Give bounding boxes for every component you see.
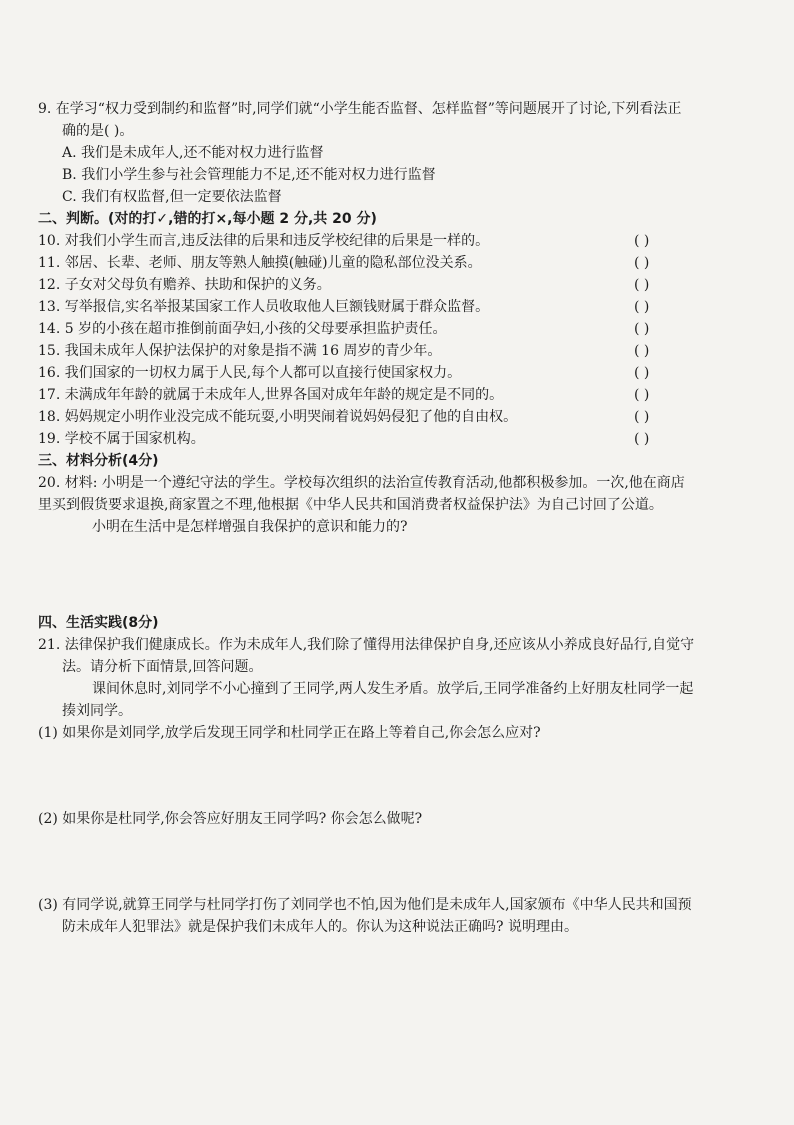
q20-question: 小明在生活中是怎样增强自我保护的意识和能力的? xyxy=(92,519,408,535)
q21-sub1: (1) 如果你是刘同学,放学后发现王同学和杜同学正在路上等着自己,你会怎么应对? xyxy=(38,725,541,741)
q21-stem-line2: 法。请分析下面情景,回答问题。 xyxy=(62,659,263,675)
q9-option-b: B. 我们小学生参与社会管理能力不足,还不能对权力进行监督 xyxy=(62,167,436,183)
q20-material-line1: 20. 材料: 小明是一个遵纪守法的学生。学校每次组织的法治宣传教育活动,他都积极参加。一次,他在商店 xyxy=(38,475,685,491)
judge-item-19: 19. 学校不属于国家机构。 xyxy=(38,431,205,447)
q20-material-line2: 里买到假货要求退换,商家置之不理,他根据《中华人民共和国消费者权益保护法》为自己讨回了公道。 xyxy=(38,497,663,513)
answer-blank-16: ( ) xyxy=(634,365,650,381)
answer-blank-15: ( ) xyxy=(634,343,650,359)
answer-blank-10: ( ) xyxy=(634,233,650,249)
judge-item-15: 15. 我国未成年人保护法保护的对象是指不满 16 周岁的青少年。 xyxy=(38,343,442,359)
judge-item-16: 16. 我们国家的一切权力属于人民,每个人都可以直接行使国家权力。 xyxy=(38,365,462,381)
q9-stem-line1: 9. 在学习“权力受到制约和监督”时,同学们就“小学生能否监督、怎样监督”等问题展开了讨论,下列看法正 xyxy=(38,101,682,117)
judge-item-10: 10. 对我们小学生而言,违反法律的后果和违反学校纪律的后果是一样的。 xyxy=(38,233,490,249)
q9-option-c: C. 我们有权监督,但一定要依法监督 xyxy=(62,189,282,205)
judge-item-14: 14. 5 岁的小孩在超市推倒前面孕妇,小孩的父母要承担监护责任。 xyxy=(38,321,447,337)
section3-heading: 三、材料分析(4分) xyxy=(38,453,159,469)
judge-item-11: 11. 邻居、长辈、老师、朋友等熟人触摸(触碰)儿童的隐私部位没关系。 xyxy=(38,255,482,271)
answer-blank-11: ( ) xyxy=(634,255,650,271)
answer-blank-13: ( ) xyxy=(634,299,650,315)
q21-sub3-line1: (3) 有同学说,就算王同学与杜同学打伤了刘同学也不怕,因为他们是未成年人,国家颁布《中华人民共和国预 xyxy=(38,897,692,913)
answer-blank-12: ( ) xyxy=(634,277,650,293)
answer-blank-18: ( ) xyxy=(634,409,650,425)
q21-scenario-line2: 揍刘同学。 xyxy=(62,703,132,719)
answer-blank-14: ( ) xyxy=(634,321,650,337)
q21-scenario-line1: 课间休息时,刘同学不小心撞到了王同学,两人发生矛盾。放学后,王同学准备约上好朋友杜同学一起 xyxy=(92,681,694,697)
q9-stem-line2: 确的是( )。 xyxy=(62,123,134,139)
judge-item-13: 13. 写举报信,实名举报某国家工作人员收取他人巨额钱财属于群众监督。 xyxy=(38,299,490,315)
q21-sub3-line2: 防未成年人犯罪法》就是保护我们未成年人的。你认为这种说法正确吗? 说明理由。 xyxy=(62,919,578,935)
q9-option-a: A. 我们是未成年人,还不能对权力进行监督 xyxy=(62,145,324,161)
section4-heading: 四、生活实践(8分) xyxy=(38,615,159,631)
judge-item-12: 12. 子女对父母负有赡养、扶助和保护的义务。 xyxy=(38,277,331,293)
section2-heading: 二、判断。(对的打✓,错的打×,每小题 2 分,共 20 分) xyxy=(38,211,377,227)
judge-item-18: 18. 妈妈规定小明作业没完成不能玩耍,小明哭闹着说妈妈侵犯了他的自由权。 xyxy=(38,409,518,425)
answer-blank-17: ( ) xyxy=(634,387,650,403)
answer-blank-19: ( ) xyxy=(634,431,650,447)
q21-stem-line1: 21. 法律保护我们健康成长。作为未成年人,我们除了懂得用法律保护自身,还应该从小养成良好品行,自觉守 xyxy=(38,637,695,653)
judge-item-17: 17. 未满成年年龄的就属于未成年人,世界各国对成年年龄的规定是不同的。 xyxy=(38,387,504,403)
q21-sub2: (2) 如果你是杜同学,你会答应好朋友王同学吗? 你会怎么做呢? xyxy=(38,811,423,827)
